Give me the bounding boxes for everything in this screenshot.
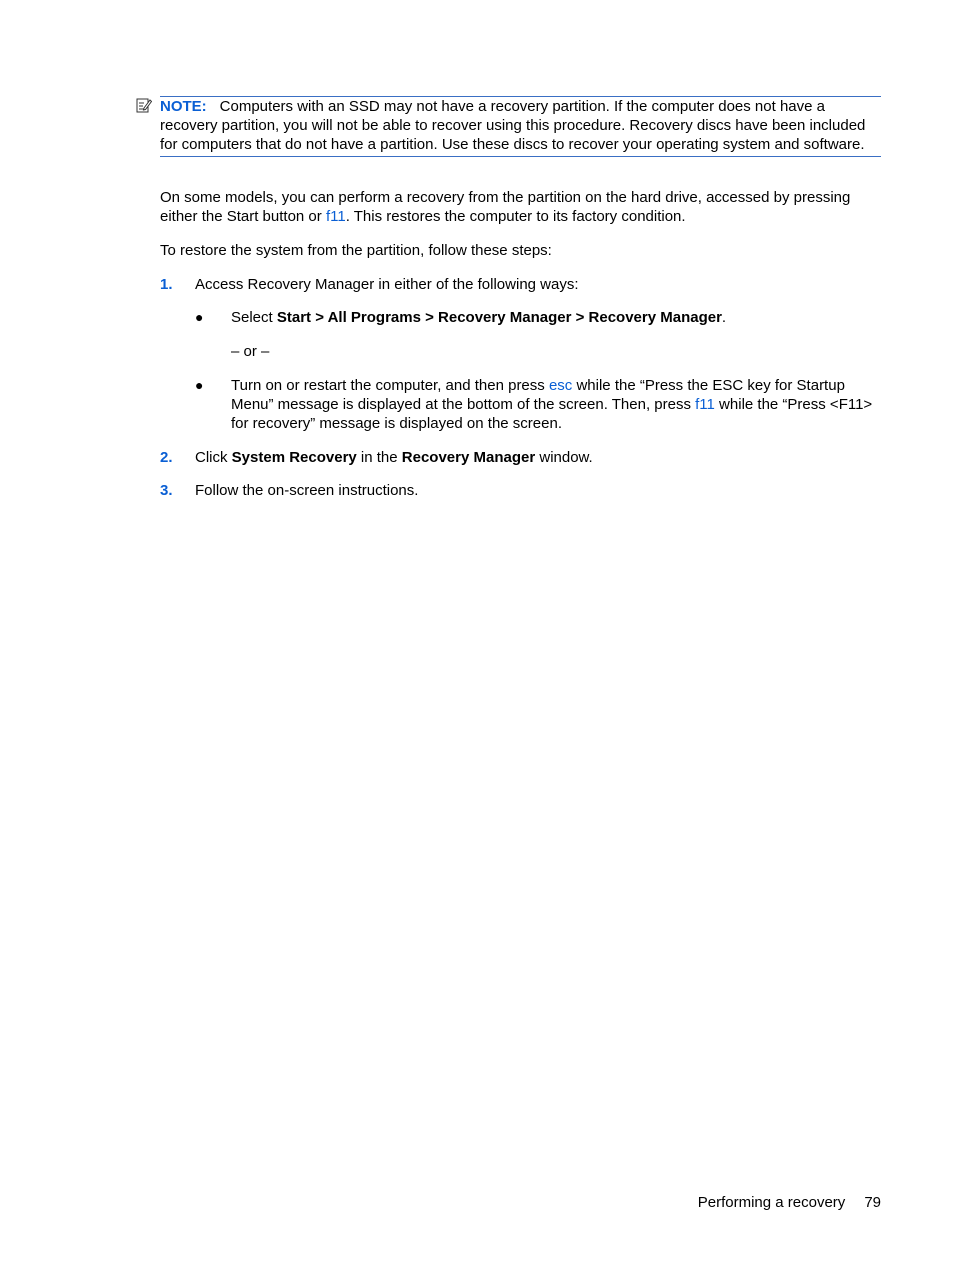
bullet-restart-instructions [231, 376, 885, 433]
bullet-text-part1: Turn on or restart the computer, and then press [231, 377, 549, 394]
note-body: Computers with an SSD may not have a recovery partition. If the computer does not have a recovery partition, you will not be able to recover using this procedure. Recovery discs have been included for computers that do not have a partition. Use these discs to recover your operating system and software. [160, 98, 866, 153]
bullet-suffix: . [721, 309, 727, 326]
bullet-icon: ● [195, 309, 204, 325]
page-footer [698, 1193, 881, 1212]
footer-section-title: Performing a recovery [697, 1194, 846, 1211]
note-box [160, 96, 881, 157]
page-number: 79 [864, 1194, 881, 1211]
step-text-1: Access Recovery Manager in either of the following ways: [195, 276, 579, 293]
step-number-3: 3. [160, 482, 173, 499]
step-number-1: 1. [160, 276, 173, 293]
note-pencil-icon [136, 97, 152, 113]
menu-path: Start > All Programs > Recovery Manager > Recovery Manager [276, 309, 722, 326]
note-label: NOTE: [160, 98, 207, 115]
step2-suffix: window. [535, 449, 593, 466]
bullet-select-path [231, 308, 885, 327]
intro-text-before: On some models, you can perform a recovery from the partition on the hard drive, accessed by pressing either the Start button or [160, 189, 851, 225]
bullet-text-part3: while the “Press <F11> for recovery” message is displayed on the screen. [231, 396, 873, 432]
step2-middle: in the [356, 449, 402, 466]
bullet-icon: ● [195, 377, 204, 393]
or-separator: – or – [231, 343, 270, 360]
bullet-text-part2: while the “Press the ESC key for Startup Menu” message is displayed at the bottom of the screen. Then, press [231, 377, 845, 413]
step2-prefix: Click [195, 449, 232, 466]
step-number-2: 2. [160, 449, 173, 466]
key-f11-link[interactable]: f11 [325, 208, 346, 225]
system-recovery-term: System Recovery [231, 449, 357, 466]
intro-paragraph [160, 188, 884, 226]
step-text-2 [195, 448, 885, 467]
key-esc-link[interactable]: esc [548, 377, 573, 394]
note-text [160, 97, 881, 154]
steps-intro-paragraph: To restore the system from the partition, follow these steps: [160, 242, 552, 259]
step-text-3: Follow the on-screen instructions. [195, 482, 419, 499]
bullet-prefix: Select [231, 309, 277, 326]
intro-text-after: . This restores the computer to its factory condition. [345, 208, 686, 225]
recovery-manager-term: Recovery Manager [401, 449, 536, 466]
key-f11-link[interactable]: f11 [695, 396, 715, 413]
